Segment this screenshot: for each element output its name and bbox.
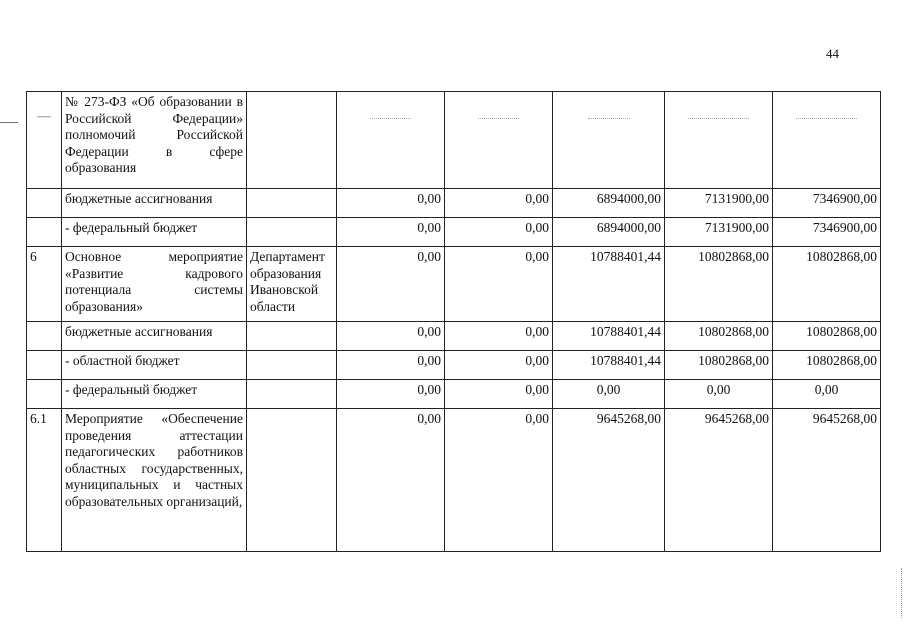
value-cell: 0,00 <box>665 380 773 409</box>
row-number: 6.1 <box>27 409 62 552</box>
row-description: - федеральный бюджет <box>62 218 247 247</box>
value-cell: 0,00 <box>337 247 445 322</box>
value-cell: 0,00 <box>337 409 445 552</box>
edge-marks <box>901 568 904 618</box>
value-cell: 0,00 <box>445 218 553 247</box>
value-cell: 0,00 <box>445 247 553 322</box>
value-cell: 10802868,00 <box>665 351 773 380</box>
value-cell: 0,00 <box>445 351 553 380</box>
value-cell: 6894000,00 <box>553 189 665 218</box>
row-number: 6 <box>27 247 62 322</box>
value-cell: 10788401,44 <box>553 351 665 380</box>
value-cell: 7346900,00 <box>773 189 881 218</box>
row-executor <box>247 351 337 380</box>
value-cell <box>553 92 665 189</box>
faint-mark <box>588 118 630 119</box>
row-description: бюджетные ассигнования <box>62 322 247 351</box>
table-row <box>27 189 881 218</box>
table-row <box>27 247 881 322</box>
dash-mark: — <box>37 108 51 123</box>
row-description: бюджетные ассигнования <box>62 189 247 218</box>
value-cell: 0,00 <box>337 322 445 351</box>
faint-mark <box>796 118 857 119</box>
value-cell <box>445 92 553 189</box>
value-cell <box>665 92 773 189</box>
row-description: - федеральный бюджет <box>62 380 247 409</box>
faint-mark <box>370 118 410 119</box>
row-description: - областной бюджет <box>62 351 247 380</box>
row-number <box>27 351 62 380</box>
value-cell: 10802868,00 <box>665 247 773 322</box>
row-executor <box>247 322 337 351</box>
value-cell <box>773 92 881 189</box>
value-cell: 0,00 <box>337 218 445 247</box>
row-description: Основное мероприятие «Развитие кадрового потенциала системы образования» <box>62 247 247 322</box>
value-cell: 7131900,00 <box>665 218 773 247</box>
table-row <box>27 322 881 351</box>
value-cell: 7346900,00 <box>773 218 881 247</box>
table-row <box>27 409 881 552</box>
value-cell: 10788401,44 <box>553 322 665 351</box>
value-cell <box>337 92 445 189</box>
row-description: № 273-ФЗ «Об образовании в Российской Федерации» полномочий Российской Федерации в сфере образования <box>62 92 247 189</box>
faint-mark <box>478 118 518 119</box>
table-row <box>27 92 881 189</box>
row-executor <box>247 92 337 189</box>
faint-mark <box>688 118 749 119</box>
table-row <box>27 351 881 380</box>
value-cell: 10802868,00 <box>773 351 881 380</box>
value-cell: 10802868,00 <box>665 322 773 351</box>
row-number <box>27 380 62 409</box>
row-executor <box>247 409 337 552</box>
value-cell: 9645268,00 <box>665 409 773 552</box>
value-cell: 0,00 <box>553 380 665 409</box>
value-cell: 10788401,44 <box>553 247 665 322</box>
table-row <box>27 380 881 409</box>
row-description: Мероприятие «Обеспечение проведения аттестации педагогических работников областных государственных, муниципальных и частных образовательных организаций, <box>62 409 247 552</box>
value-cell: 10802868,00 <box>773 247 881 322</box>
value-cell: 0,00 <box>445 322 553 351</box>
value-cell: 9645268,00 <box>773 409 881 552</box>
value-cell: 10802868,00 <box>773 322 881 351</box>
row-number <box>27 218 62 247</box>
row-executor: Департамент образования Ивановской области <box>247 247 337 322</box>
margin-mark <box>0 122 18 123</box>
value-cell: 9645268,00 <box>553 409 665 552</box>
value-cell: 0,00 <box>337 380 445 409</box>
value-cell: 0,00 <box>445 380 553 409</box>
row-number <box>27 189 62 218</box>
value-cell: 7131900,00 <box>665 189 773 218</box>
row-executor <box>247 218 337 247</box>
row-executor <box>247 189 337 218</box>
value-cell: 6894000,00 <box>553 218 665 247</box>
table-row <box>27 218 881 247</box>
row-number <box>27 322 62 351</box>
row-executor <box>247 380 337 409</box>
page-number: 44 <box>826 46 839 61</box>
value-cell: 0,00 <box>445 189 553 218</box>
row-number <box>27 92 62 189</box>
value-cell: 0,00 <box>337 189 445 218</box>
value-cell: 0,00 <box>445 409 553 552</box>
value-cell: 0,00 <box>773 380 881 409</box>
value-cell: 0,00 <box>337 351 445 380</box>
budget-table <box>26 91 881 552</box>
